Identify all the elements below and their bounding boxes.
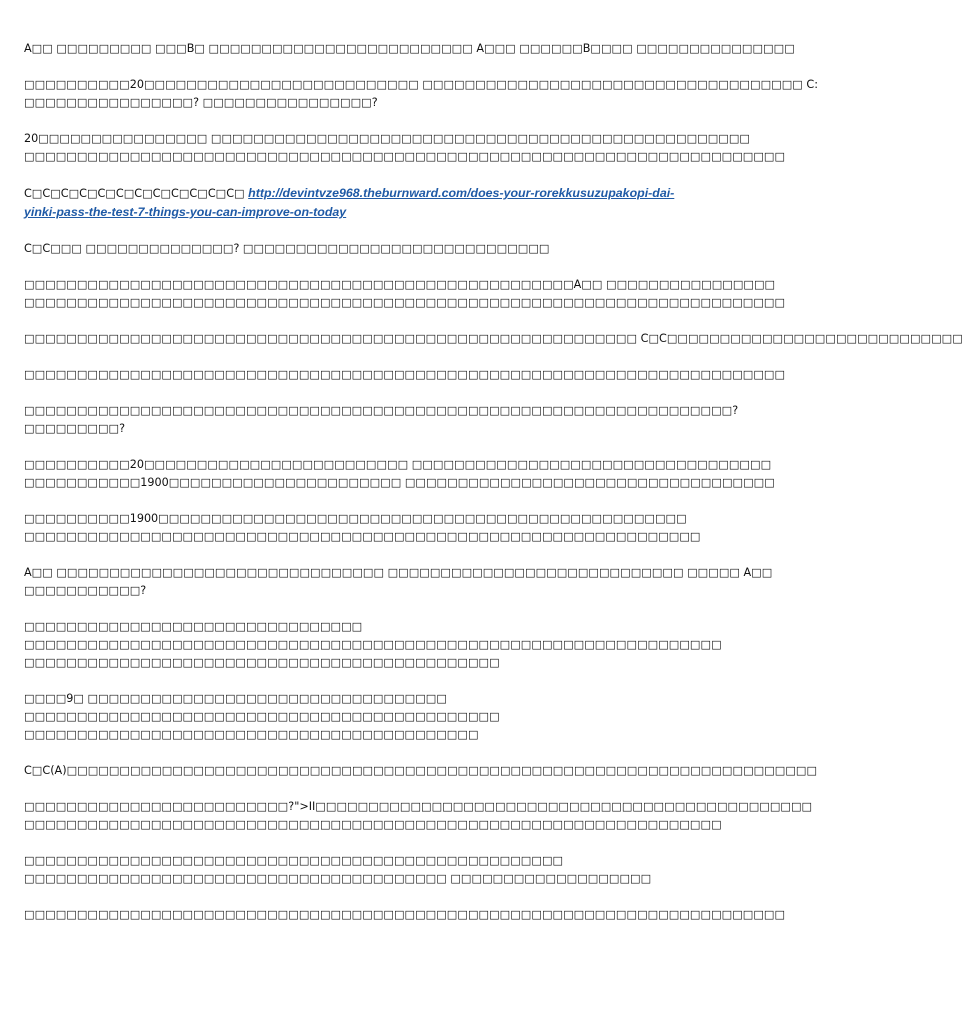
paragraph-line: □□□□□□□□□□20□□□□□□□□□□□□□□□□□□□□□□□□□□ □□□□□□□□□□□□□□□□□□□□□□□□□□□□□□□□□□□□ C: <box>24 78 818 91</box>
paragraph-line: □□□□□□□□□? <box>24 422 126 435</box>
paragraph <box>24 240 696 258</box>
paragraph-line: A□□ □□□□□□□□□ □□□B□ □□□□□□□□□□□□□□□□□□□□□□□□□ A□□□ □□□□□□B□□□□ □□□□□□□□□□□□□□□ <box>24 42 795 55</box>
paragraph <box>24 690 696 744</box>
paragraph <box>24 906 786 924</box>
paragraph-line: □□□□□□□□□□□□□□□□□□□□□□□□□□□□□□□□□□□□□□□□□□□□□ <box>24 656 500 669</box>
paragraph-line: □□□□□□□□□□□? <box>24 584 147 597</box>
paragraph <box>24 456 775 492</box>
paragraph <box>24 130 786 166</box>
paragraph-line: □□□□□□□□□□□□□□□□□□□□□□□□□□□□□□□□□□□□□□□□□□□□□□□□□□□□A□□ □□□□□□□□□□□□□□□□ <box>24 278 776 291</box>
paragraph-line: 20□□□□□□□□□□□□□□□□ □□□□□□□□□□□□□□□□□□□□□□□□□□□□□□□□□□□□□□□□□□□□□□□□□□□ <box>24 132 750 145</box>
paragraph-line: □□□□□□□□□□□□□□□□□□□□□□□□□□□□□□□□□□□□□□□□□□□□□□□□□□□□□□□□□□□□□□□□□□□□□□□□ <box>24 368 786 381</box>
paragraph-line: A□□ □□□□□□□□□□□□□□□□□□□□□□□□□□□□□□□ □□□□□□□□□□□□□□□□□□□□□□□□□□□□ □□□□□ A□□ <box>24 566 773 579</box>
paragraph <box>24 564 773 600</box>
paragraph-line: □□□□□□□□□□□□□□□□□□□□□□□□□□□□□□□□□□□□□□□□□□□ <box>24 728 479 741</box>
paragraph <box>24 402 739 438</box>
paragraph <box>24 798 813 834</box>
paragraph-line: □□□□□□□□□□□□□□□□? □□□□□□□□□□□□□□□□? <box>24 96 378 109</box>
paragraph-line: □□□□□□□□□□□□□□□□□□□□□□□□□□□□□□□□ <box>24 620 363 633</box>
paragraph <box>24 366 786 384</box>
paragraph-line: □□□□□□□□□□□□□□□□□□□□□□□□□?">II□□□□□□□□□□□□□□□□□□□□□□□□□□□□□□□□□□□□□□□□□□□□□□□ <box>24 800 813 813</box>
paragraph-line: □□□□□□□□□□□□□□□□□□□□□□□□□□□□□□□□□□□□□□□□□□□□□□□□□□□□□□□□□□□□□□□□□□ <box>24 818 722 831</box>
paragraph-line: □□□□□□□□□□□□□□□□□□□□□□□□□□□□□□□□□□□□□□□□□□□□□□□□□□□□□□□□□□□□□□□□□□□□□□□□ <box>24 908 786 921</box>
link-paragraph <box>24 184 696 222</box>
paragraph-line: C□C(A)□□□□□□□□□□□□□□□□□□□□□□□□□□□□□□□□□□□□□□□□□□□□□□□□□□□□□□□□□□□□□□□□□□□□□□□ <box>24 764 818 777</box>
paragraph-line: □□□□□□□□□□□□□□□□□□□□□□□□□□□□□□□□□□□□□□□□□□□□□□□□□□□□□□□□□□ C□C□□□□□□□□□□□□□□□□□□□□□□□□□□□□ <box>24 332 963 345</box>
paragraph <box>24 762 818 780</box>
paragraph <box>24 618 722 672</box>
article-paragraphs-bottom <box>24 240 963 924</box>
paragraph-line: □□□□□□□□□□1900□□□□□□□□□□□□□□□□□□□□□□□□□□□□□□□□□□□□□□□□□□□□□□□□□□ <box>24 512 687 525</box>
paragraph-line: □□□□□□□□□□□□□□□□□□□□□□□□□□□□□□□□□□□□□□□□□□□□□□□□□□□□□□□□□□□□□□□□ <box>24 530 701 543</box>
paragraph-line: C□C□□□ □□□□□□□□□□□□□□? □□□□□□□□□□□□□□□□□□□□□□□□□□□□□ <box>24 242 550 255</box>
paragraph-line: □□□□□□□□□□□□□□□□□□□□□□□□□□□□□□□□□□□□□□□□□□□□□ <box>24 710 500 723</box>
article-paragraphs-top <box>24 40 818 166</box>
paragraph <box>24 330 963 348</box>
link-prefix-text: C□C□C□C□C□C□C□C□C□C□C□C□ <box>24 187 249 200</box>
paragraph <box>24 852 696 888</box>
paragraph-line: □□□□9□ □□□□□□□□□□□□□□□□□□□□□□□□□□□□□□□□□□ <box>24 692 447 705</box>
paragraph-line: □□□□□□□□□□□□□□□□□□□□□□□□□□□□□□□□□□□□□□□□□□□□□□□□□□□□□□□□□□□□□□□□□□□□□□□□ <box>24 150 786 163</box>
external-article-link[interactable]: http://devintvze968.theburnward.com/does-your-rorekkusuzupakopi-dai-yinki-pass-the-test-7-things-you-can-improve-on-today <box>24 186 675 219</box>
paragraph-line: □□□□□□□□□□□□□□□□□□□□□□□□□□□□□□□□□□□□□□□□ □□□□□□□□□□□□□□□□□□□ <box>24 872 652 885</box>
paragraph-line: □□□□□□□□□□□□□□□□□□□□□□□□□□□□□□□□□□□□□□□□□□□□□□□□□□□□□□□□□□□□□□□□□□□□□□□□ <box>24 296 786 309</box>
paragraph <box>24 40 795 58</box>
paragraph-line: □□□□□□□□□□□□□□□□□□□□□□□□□□□□□□□□□□□□□□□□□□□□□□□□□□□□□□□□□□□□□□□□□□□? <box>24 404 739 417</box>
paragraph <box>24 276 786 312</box>
paragraph-line: □□□□□□□□□□□□□□□□□□□□□□□□□□□□□□□□□□□□□□□□□□□□□□□□□□□□□□□□□□□□□□□□□□ <box>24 638 722 651</box>
paragraph-line: □□□□□□□□□□20□□□□□□□□□□□□□□□□□□□□□□□□□ □□□□□□□□□□□□□□□□□□□□□□□□□□□□□□□□□□ <box>24 458 772 471</box>
paragraph <box>24 76 818 112</box>
paragraph-line: □□□□□□□□□□□1900□□□□□□□□□□□□□□□□□□□□□□ □□□□□□□□□□□□□□□□□□□□□□□□□□□□□□□□□□□ <box>24 476 775 489</box>
paragraph-line: □□□□□□□□□□□□□□□□□□□□□□□□□□□□□□□□□□□□□□□□□□□□□□□□□□□ <box>24 854 564 867</box>
paragraph <box>24 510 701 546</box>
